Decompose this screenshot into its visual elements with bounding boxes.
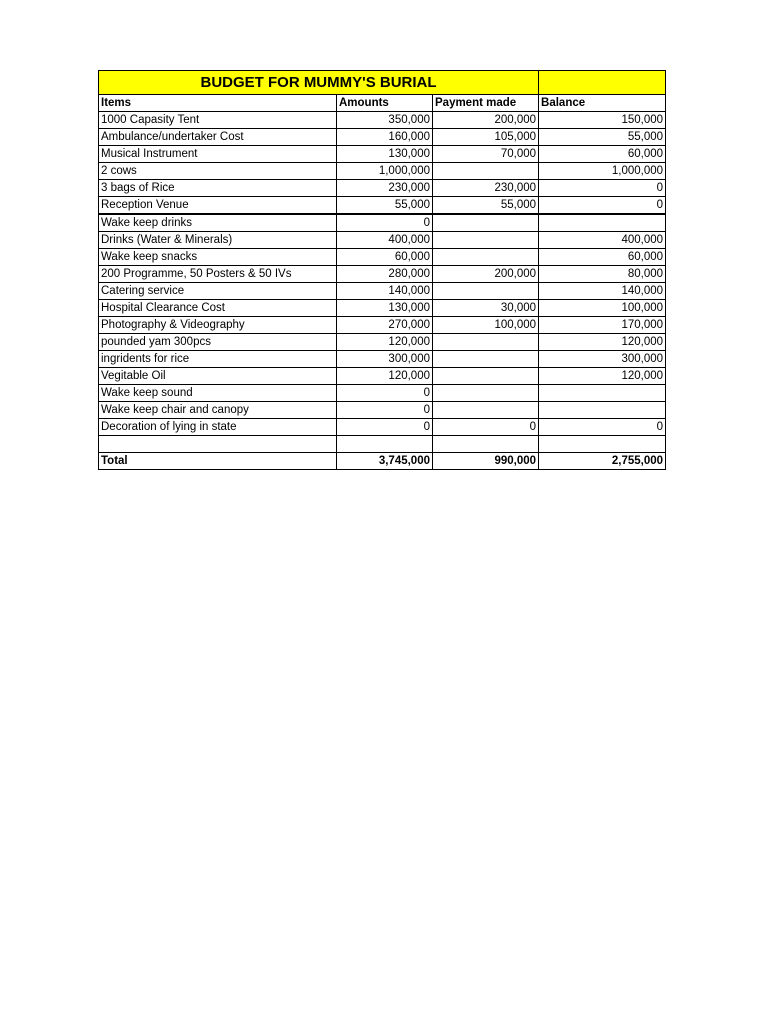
- cell-payment-made: [433, 334, 539, 351]
- budget-title: BUDGET FOR MUMMY'S BURIAL: [99, 71, 539, 95]
- table-row: [99, 385, 666, 402]
- table-row: [99, 214, 666, 232]
- title-empty-cell: [539, 71, 666, 95]
- cell-balance: 55,000: [539, 129, 666, 146]
- table-row: [99, 402, 666, 419]
- cell-item: Wake keep sound: [99, 385, 337, 402]
- table-row: [99, 112, 666, 129]
- cell-item: Vegitable Oil: [99, 368, 337, 385]
- cell-amount: 130,000: [337, 146, 433, 163]
- cell-payment-made: 55,000: [433, 197, 539, 215]
- cell-item: Ambulance/undertaker Cost: [99, 129, 337, 146]
- table-row: [99, 197, 666, 215]
- cell-payment-made: [433, 214, 539, 232]
- cell-amount: 400,000: [337, 232, 433, 249]
- cell-amount: 160,000: [337, 129, 433, 146]
- title-row: [99, 71, 666, 95]
- cell-item: ingridents for rice: [99, 351, 337, 368]
- table-row: [99, 334, 666, 351]
- cell-amount: 0: [337, 419, 433, 436]
- cell-amount: 140,000: [337, 283, 433, 300]
- table-row: [99, 266, 666, 283]
- header-payment-made: Payment made: [433, 95, 539, 112]
- cell-amount: 230,000: [337, 180, 433, 197]
- cell-payment-made: 100,000: [433, 317, 539, 334]
- header-amounts: Amounts: [337, 95, 433, 112]
- cell-balance: 0: [539, 419, 666, 436]
- cell-balance: 1,000,000: [539, 163, 666, 180]
- cell-payment-made: [433, 385, 539, 402]
- cell-payment-made: 70,000: [433, 146, 539, 163]
- cell-amount: [337, 436, 433, 453]
- cell-payment-made: 200,000: [433, 266, 539, 283]
- cell-amount: 300,000: [337, 351, 433, 368]
- cell-item: Catering service: [99, 283, 337, 300]
- cell-payment-made: 105,000: [433, 129, 539, 146]
- total-balance: 2,755,000: [539, 453, 666, 470]
- table-row: [99, 436, 666, 453]
- cell-item: Wake keep drinks: [99, 214, 337, 232]
- cell-balance: 140,000: [539, 283, 666, 300]
- total-amount: 3,745,000: [337, 453, 433, 470]
- cell-balance: 120,000: [539, 368, 666, 385]
- cell-amount: 120,000: [337, 368, 433, 385]
- header-row: [99, 95, 666, 112]
- cell-balance: 300,000: [539, 351, 666, 368]
- cell-balance: 120,000: [539, 334, 666, 351]
- cell-amount: 120,000: [337, 334, 433, 351]
- cell-item: Hospital Clearance Cost: [99, 300, 337, 317]
- cell-balance: [539, 385, 666, 402]
- cell-item: Wake keep snacks: [99, 249, 337, 266]
- cell-balance: [539, 436, 666, 453]
- cell-amount: 130,000: [337, 300, 433, 317]
- cell-payment-made: [433, 368, 539, 385]
- cell-amount: 0: [337, 385, 433, 402]
- budget-table: [98, 70, 666, 470]
- table-row: [99, 129, 666, 146]
- cell-amount: 280,000: [337, 266, 433, 283]
- cell-amount: 60,000: [337, 249, 433, 266]
- table-row: [99, 146, 666, 163]
- table-row: [99, 180, 666, 197]
- cell-payment-made: 230,000: [433, 180, 539, 197]
- cell-amount: 55,000: [337, 197, 433, 215]
- cell-amount: 270,000: [337, 317, 433, 334]
- table-row: [99, 163, 666, 180]
- cell-item: 2 cows: [99, 163, 337, 180]
- cell-balance: 170,000: [539, 317, 666, 334]
- table-row: [99, 283, 666, 300]
- cell-payment-made: [433, 436, 539, 453]
- header-items: Items: [99, 95, 337, 112]
- cell-balance: 0: [539, 180, 666, 197]
- cell-payment-made: [433, 249, 539, 266]
- cell-balance: 400,000: [539, 232, 666, 249]
- cell-balance: 150,000: [539, 112, 666, 129]
- cell-balance: [539, 402, 666, 419]
- table-row: [99, 351, 666, 368]
- cell-item: Photography & Videography: [99, 317, 337, 334]
- total-item: Total: [99, 453, 337, 470]
- cell-amount: 0: [337, 214, 433, 232]
- cell-item: Drinks (Water & Minerals): [99, 232, 337, 249]
- cell-payment-made: [433, 232, 539, 249]
- cell-balance: 0: [539, 197, 666, 215]
- cell-item: 200 Programme, 50 Posters & 50 IVs: [99, 266, 337, 283]
- total-payment-made: 990,000: [433, 453, 539, 470]
- cell-balance: [539, 214, 666, 232]
- table-row: [99, 249, 666, 266]
- cell-item: Musical Instrument: [99, 146, 337, 163]
- cell-payment-made: [433, 402, 539, 419]
- cell-item: [99, 436, 337, 453]
- cell-balance: 100,000: [539, 300, 666, 317]
- table-row: [99, 368, 666, 385]
- table-row: [99, 232, 666, 249]
- cell-amount: 1,000,000: [337, 163, 433, 180]
- table-row: [99, 317, 666, 334]
- cell-item: pounded yam 300pcs: [99, 334, 337, 351]
- cell-balance: 60,000: [539, 146, 666, 163]
- table-row: [99, 419, 666, 436]
- cell-item: Wake keep chair and canopy: [99, 402, 337, 419]
- cell-payment-made: [433, 163, 539, 180]
- cell-balance: 60,000: [539, 249, 666, 266]
- cell-amount: 350,000: [337, 112, 433, 129]
- cell-item: 1000 Capasity Tent: [99, 112, 337, 129]
- cell-item: Reception Venue: [99, 197, 337, 215]
- table-row: [99, 300, 666, 317]
- cell-payment-made: 200,000: [433, 112, 539, 129]
- cell-payment-made: [433, 283, 539, 300]
- cell-balance: 80,000: [539, 266, 666, 283]
- cell-payment-made: 0: [433, 419, 539, 436]
- cell-amount: 0: [337, 402, 433, 419]
- cell-item: Decoration of lying in state: [99, 419, 337, 436]
- header-balance: Balance: [539, 95, 666, 112]
- cell-payment-made: [433, 351, 539, 368]
- total-row: [99, 453, 666, 470]
- cell-payment-made: 30,000: [433, 300, 539, 317]
- cell-item: 3 bags of Rice: [99, 180, 337, 197]
